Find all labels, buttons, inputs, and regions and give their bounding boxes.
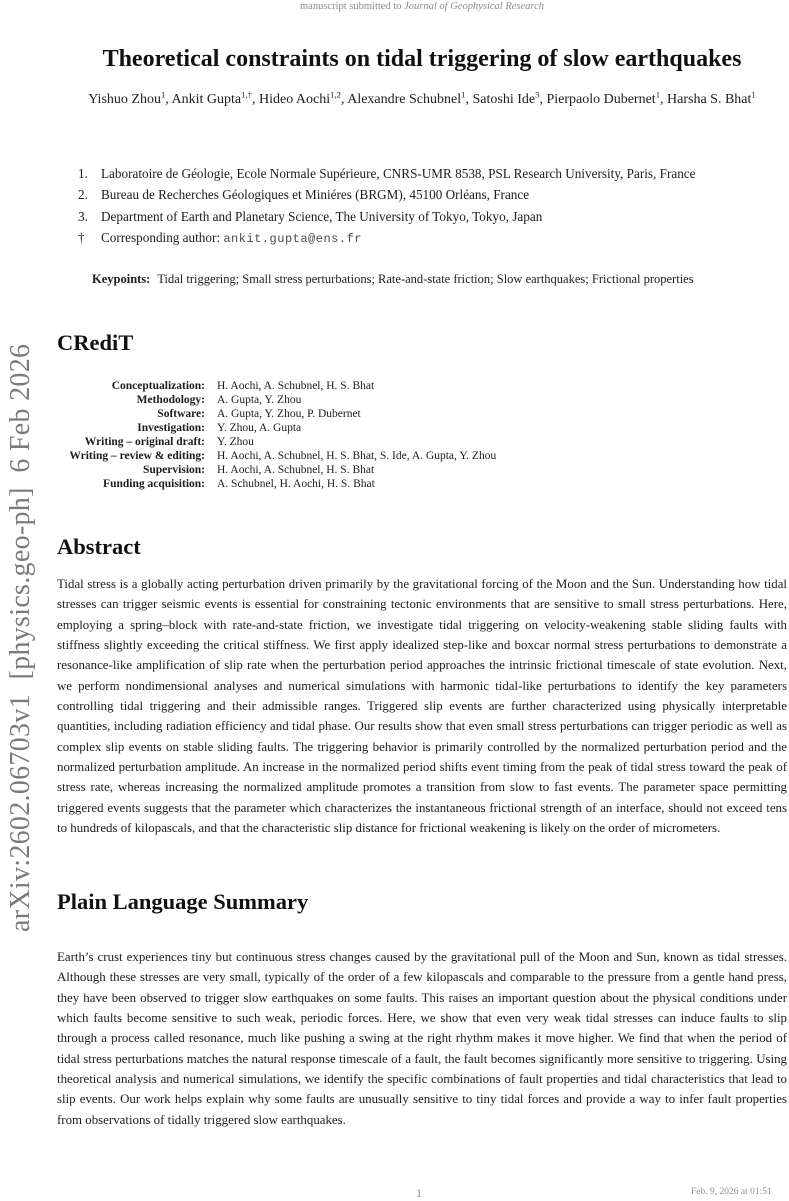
credit-role-label: Writing – review & editing:: [69, 450, 205, 462]
credit-section-heading: CRediT: [57, 330, 134, 355]
affiliation-text: Bureau de Recherches Géologiques et Miniéres (BRGM), 45100 Orléans, France: [101, 187, 530, 203]
author-affiliation-superscript: 1,2: [330, 89, 341, 100]
affiliation-item: [78, 206, 768, 227]
author-name: Harsha S. Bhat$^1$: [667, 89, 756, 107]
credit-row: [57, 477, 496, 491]
footer-page-number: 1: [416, 1186, 422, 1200]
affiliation-text: Department of Earth and Planetary Science, The University of Tokyo, Tokyo, Japan: [101, 208, 543, 224]
running-header: [57, 1, 787, 12]
credit-row: [57, 435, 496, 449]
credit-row: [57, 379, 496, 393]
credit-row: [57, 463, 496, 477]
plain-language-summary-text: Earth’s crust experiences tiny but continuous stress changes caused by the gravitational pull of the Moon and Sun, known as tidal stresses. Although these stresses are very small, typically of the order of a few kilopascals and comparable to the pressure from a gentle hand press, they have been observed to trigger slow earthquakes on some faults. This raises an important question about the physical conditions under which faults become sensitive to such weak, periodic forces. Here, we show that even very weak tidal stresses can induce faults to slip through a process called resonance, much like pushing a swing at the right rhythm makes it move higher. We find that when the period of tidal stress perturbations matches the natural response timescale of a fault, the fault becomes significantly more sensitive to triggering. Using theoretical analysis and numerical simulations, we identify the specific combinations of fault properties and tidal characteristics that lead to slip events. Our work helps explain why some faults are unusually sensitive to tiny tidal forces and provide a way to infer fault properties from observations of tidally triggered slow earthquakes.: [57, 950, 787, 1127]
credit-table: [57, 379, 496, 491]
author-affiliation-superscript: 3: [535, 89, 540, 100]
credit-role-label: Conceptualization:: [111, 380, 205, 392]
author-name: Yishuo Zhou$^1$: [88, 89, 166, 107]
credit-contributors: H. Aochi, A. Schubnel, H. S. Bhat, S. Ide, A. Gupta, Y. Zhou: [217, 450, 497, 462]
author-list: Yishuo Zhou$^1$, Ankit Gupta$^{1,\dagger}$, Hideo Aochi$^{1,2}$, Alexandre Schubnel$^1$, Satoshi Ide$^3$, Pierpaolo Dubernet$^1$, Harsha S. Bhat$^1$: [88, 89, 756, 107]
credit-row: [57, 449, 496, 463]
credit-contributors: H. Aochi, A. Schubnel, H. S. Bhat: [217, 464, 375, 476]
credit-contributors: A. Schubnel, H. Aochi, H. S. Bhat: [217, 478, 375, 490]
keypoints-label: Keypoints:: [92, 272, 151, 286]
paper-title: Theoretical constraints on tidal triggering of slow earthquakes: [102, 46, 742, 72]
credit-contributors: H. Aochi, A. Schubnel, H. S. Bhat: [217, 380, 375, 392]
affiliation-marker: †: [78, 230, 85, 246]
affiliation-item: [78, 184, 768, 205]
running-header-text: manuscript submitted to: [300, 1, 405, 12]
journal-name: Journal of Geophysical Research: [404, 1, 544, 12]
author-name: Ankit Gupta$^{1,\dagger}$: [171, 89, 252, 107]
affiliation-item: [78, 163, 768, 184]
credit-row: [57, 393, 496, 407]
credit-contributors: A. Gupta, Y. Zhou, P. Dubernet: [217, 408, 361, 420]
author-affiliation-superscript: 1: [461, 89, 466, 100]
credit-role-label: Funding acquisition:: [103, 478, 205, 490]
author-name: Hideo Aochi$^{1,2}$: [258, 89, 341, 107]
keypoints-text: Tidal triggering; Small stress perturbations; Rate-and-state friction; Slow earthquakes; Frictional properties: [157, 272, 694, 286]
credit-role-label: Software:: [157, 408, 205, 420]
credit-contributors: Y. Zhou: [217, 436, 254, 448]
author-name: Pierpaolo Dubernet$^1$: [546, 89, 661, 107]
affiliation-marker: 1.: [78, 166, 88, 181]
author-name: Satoshi Ide$^3$: [472, 89, 540, 107]
credit-contributors: A. Gupta, Y. Zhou: [217, 394, 302, 406]
affiliation-list: [78, 163, 768, 251]
credit-role-label: Methodology:: [136, 394, 205, 406]
affiliation-text: Corresponding author: ankit.gupta@ens.fr: [101, 230, 362, 247]
credit-row: [57, 421, 496, 435]
footer-date: Feb. 9, 2026 at 01:51: [691, 1187, 772, 1197]
abstract-text: Tidal stress is a globally acting perturbation driven primarily by the gravitational forcing of the Moon and the Sun. Understanding how tidal stresses can trigger seismic events is essential for constraining tectonic environments that are sensitive to small stress perturbations. Here, employing a spring–block with rate-and-state friction, we investigate tidal triggering on velocity-weakening stable sliding faults with stiffness slightly exceeding the critical stiffness. We first apply idealized step-like and boxcar normal stress perturbations to demonstrate a resonance-like amplification of slip rate when the perturbation period approaches the intrinsic frictional timescale of state evolution. Next, we perform nondimensional analyses and numerical simulations with harmonic tidal-like perturbations to identify the key parameters controlling tidal triggering and their admissible ranges. Triggered slip events are further characterized using physically interpretable quantities, including radiation efficiency and tidal phase. Our results show that even small stress perturbations can trigger periodic as well as complex slip events on stable sliding faults. The triggering behavior is primarily controlled by the normalized perturbation period and the normalized perturbation amplitude. An increase in the normalized period shifts event timing from the peak of tidal stress toward the peak of stress rate, whereas increasing the normalized amplitude promotes a transition from slow to fast events. The parameter space permitting triggered events suggests that the parameter which characterizes the instantaneous frictional strength of an interface, should not exceed tens to hundreds of kilopascals, and that the characteristic slip distance for frictional weakening is likely on the order of micrometers.: [57, 577, 787, 836]
credit-contributors: Y. Zhou, A. Gupta: [217, 422, 302, 434]
keypoints: [92, 271, 787, 287]
author-name: Alexandre Schubnel$^1$: [347, 89, 466, 107]
credit-role-label: Supervision:: [143, 464, 205, 476]
arxiv-watermark: arXiv:2602.06703v1 [physics.geo-ph] 6 Feb 2026: [5, 343, 36, 932]
abstract-heading: Abstract: [57, 534, 141, 559]
credit-role-label: Writing – original draft:: [84, 436, 205, 448]
plain-language-summary-heading: Plain Language Summary: [57, 889, 309, 914]
author-affiliation-superscript: 1: [655, 89, 661, 100]
credit-role-label: Investigation:: [137, 422, 205, 434]
credit-row: [57, 407, 496, 421]
author-affiliation-superscript: 1: [160, 89, 166, 100]
author-affiliation-superscript: 1,†: [241, 89, 252, 100]
affiliation-text: Laboratoire de Géologie, Ecole Normale Supérieure, CNRS-UMR 8538, PSL Research University, Paris, France: [101, 166, 696, 181]
corresponding-author-email[interactable]: ankit.gupta@ens.fr: [223, 232, 362, 247]
affiliation-marker: 2.: [78, 187, 88, 203]
affiliation-item: [78, 227, 768, 250]
author-affiliation-superscript: 1: [751, 89, 756, 100]
affiliation-marker: 3.: [78, 208, 88, 224]
